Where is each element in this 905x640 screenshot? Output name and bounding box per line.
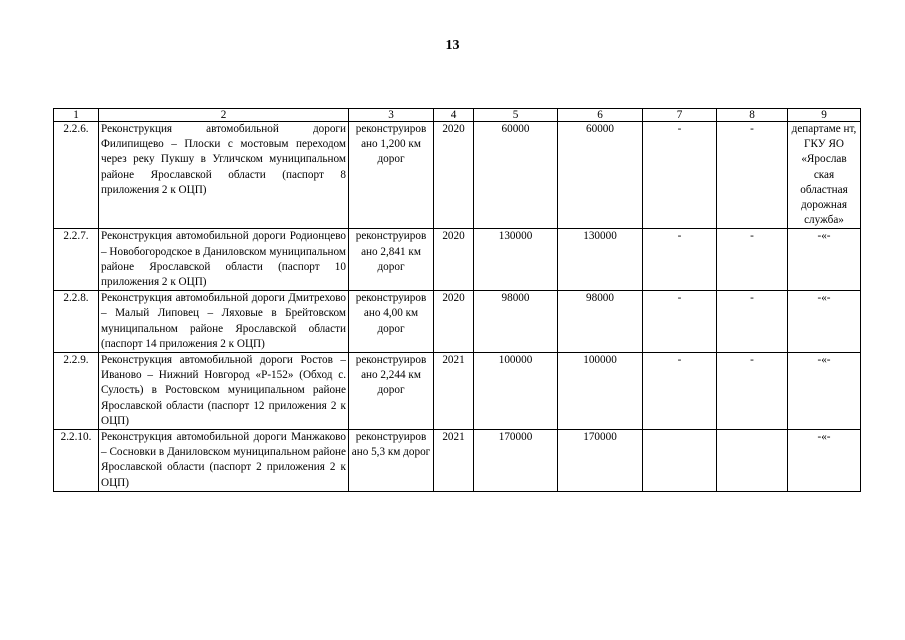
amount-col5: 100000 [474,353,558,430]
amount-col5: 130000 [474,229,558,291]
column-header: 4 [434,109,474,122]
amount-col8: - [717,353,788,430]
measure-year: 2021 [434,430,474,492]
table-row [54,122,861,229]
measure-result: реконструиров ано 2,841 км дорог [349,229,434,291]
amount-col8: - [717,122,788,229]
row-number: 2.2.8. [54,291,99,353]
amount-col5: 60000 [474,122,558,229]
measure-year: 2021 [434,353,474,430]
amount-col8: - [717,291,788,353]
amount-col6: 60000 [558,122,643,229]
column-header: 9 [788,109,861,122]
column-header: 3 [349,109,434,122]
amount-col6: 100000 [558,353,643,430]
measure-result: реконструиров ано 1,200 км дорог [349,122,434,229]
column-header: 6 [558,109,643,122]
measure-result: реконструиров ано 5,3 км дорог [349,430,434,492]
amount-col5: 98000 [474,291,558,353]
measure-name: Реконструкция автомобильной дороги Ростов – Иваново – Нижний Новгород «Р-152» (Обход с. Сулость) в Ростовском муниципальном районе Ярославской области (паспорт 12 приложения 2 к ОЦП) [99,353,349,430]
measure-year: 2020 [434,229,474,291]
column-header: 5 [474,109,558,122]
page-number: 13 [445,38,460,53]
column-header: 7 [643,109,717,122]
measure-result: реконструиров ано 4,00 км дорог [349,291,434,353]
amount-col6: 130000 [558,229,643,291]
executor: департаме нт, ГКУ ЯО «Ярослав ская областная дорожная служба» [788,122,861,229]
program-table [53,108,861,492]
executor: -«- [788,229,861,291]
amount-col6: 98000 [558,291,643,353]
amount-col7: - [643,291,717,353]
measure-name: Реконструкция автомобильной дороги Родионцево – Новобогородское в Даниловском муниципальном районе Ярославской области (паспорт 10 приложения 2 к ОЦП) [99,229,349,291]
executor: -«- [788,430,861,492]
amount-col7: - [643,353,717,430]
row-number: 2.2.7. [54,229,99,291]
measure-name: Реконструкция автомобильной дороги Филипищево – Плоски с мостовым переходом через реку Пукшу в Угличском муниципальном районе Ярославской области (паспорт 8 приложения 2 к ОЦП) [99,122,349,229]
header-row [54,109,861,122]
table-row [54,291,861,353]
executor: -«- [788,291,861,353]
amount-col5: 170000 [474,430,558,492]
amount-col7: - [643,229,717,291]
amount-col8: - [717,229,788,291]
executor: -«- [788,353,861,430]
measure-year: 2020 [434,122,474,229]
row-number: 2.2.6. [54,122,99,229]
measure-name: Реконструкция автомобильной дороги Манжаково – Сосновки в Даниловском муниципальном районе Ярославской области (паспорт 2 приложения 2 к ОЦП) [99,430,349,492]
measure-result: реконструиров ано 2,244 км дорог [349,353,434,430]
amount-col8 [717,430,788,492]
amount-col7: - [643,122,717,229]
table-row [54,229,861,291]
column-header: 8 [717,109,788,122]
column-header: 1 [54,109,99,122]
measure-year: 2020 [434,291,474,353]
column-header: 2 [99,109,349,122]
row-number: 2.2.10. [54,430,99,492]
row-number: 2.2.9. [54,353,99,430]
measure-name: Реконструкция автомобильной дороги Дмитрехово – Малый Липовец – Ляховые в Брейтовском муниципальном районе Ярославской области (паспорт 14 приложения 2 к ОЦП) [99,291,349,353]
table-row [54,353,861,430]
amount-col6: 170000 [558,430,643,492]
table-row [54,430,861,492]
amount-col7 [643,430,717,492]
